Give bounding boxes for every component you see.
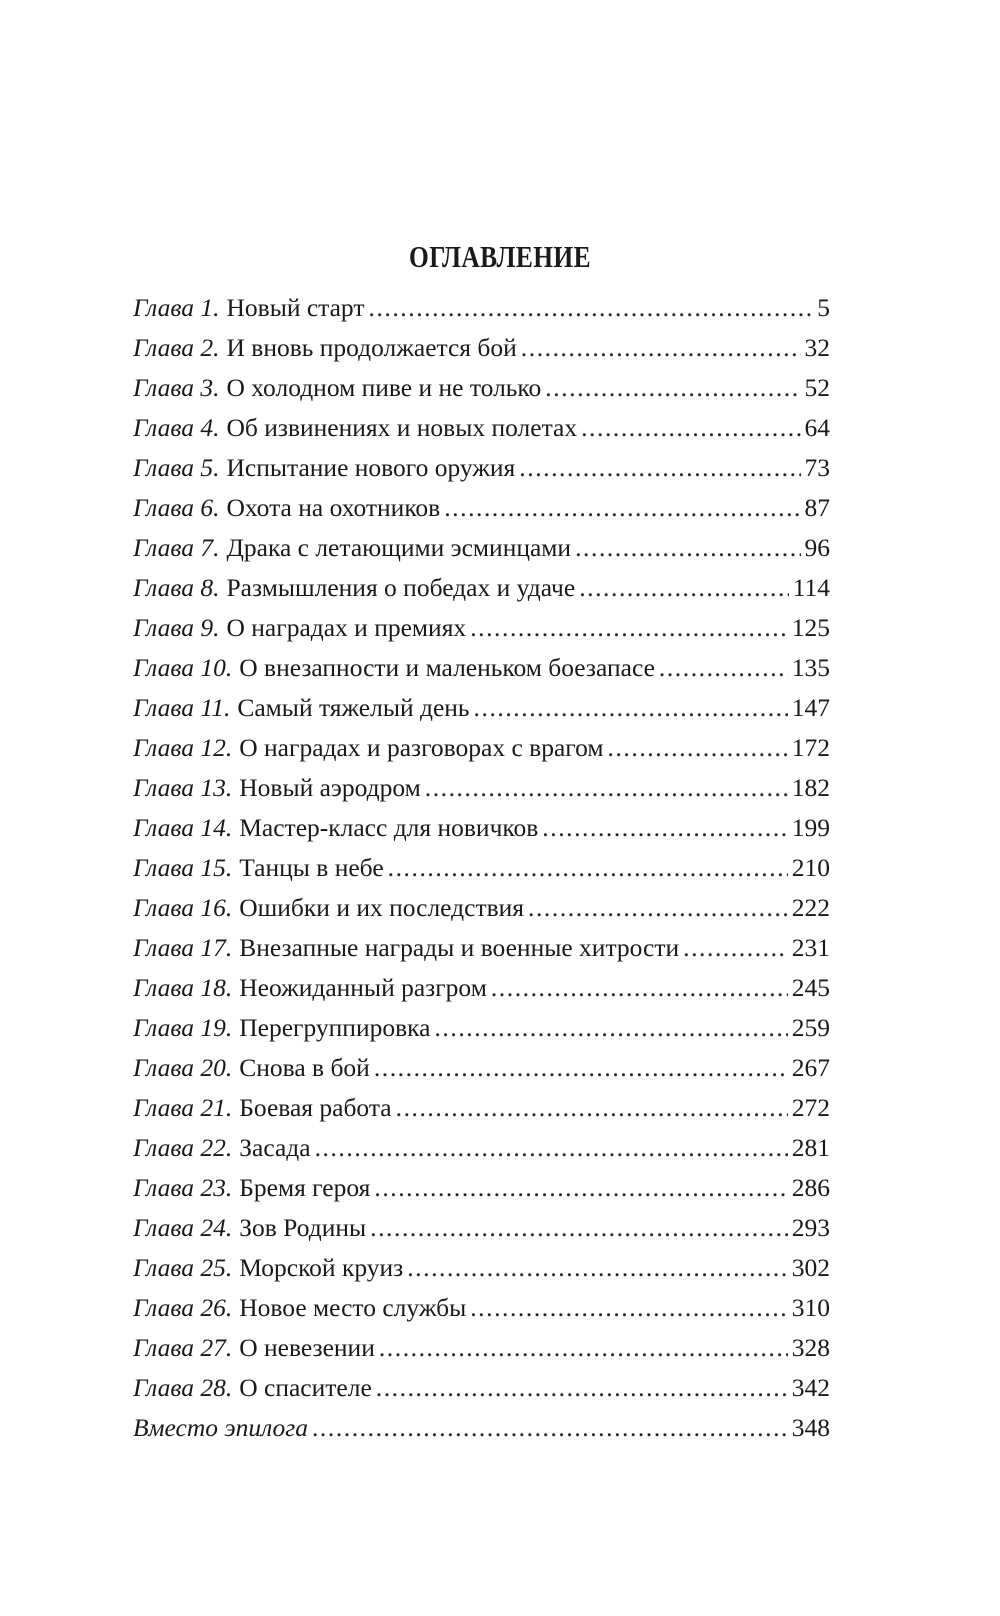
chapter-title: Самый тяжелый день [237,693,470,722]
chapter-title: О внезапности и маленьком боезапасе [239,653,655,682]
toc-entry [133,768,830,808]
chapter-number: Глава 16. [133,893,233,922]
dot-leader [659,648,788,688]
chapter-number: Глава 7. [133,533,220,562]
toc-entry-label [133,968,487,1008]
page-number: 222 [791,893,830,922]
toc-entry [133,528,830,568]
chapter-number: Глава 11. [133,693,231,722]
chapter-number: Глава 9. [133,613,220,642]
toc-entry-label [133,768,421,808]
toc-entry [133,488,830,528]
toc-entry-label [133,1088,392,1128]
dot-leader [444,488,800,528]
dot-leader [388,848,788,888]
chapter-number: Глава 15. [133,853,233,882]
toc-entry [133,448,830,488]
dot-leader [374,1048,788,1088]
page-number: 87 [804,493,830,522]
chapter-number: Глава 1. [133,293,220,322]
chapter-number: Глава 27. [133,1333,233,1362]
chapter-number: Глава 19. [133,1013,233,1042]
chapter-number: Глава 25. [133,1253,233,1282]
page-number: 267 [791,1053,830,1082]
chapter-title: Новый аэродром [239,773,421,802]
dot-leader [581,408,800,448]
chapter-title: Засада [239,1133,311,1162]
toc-entry [133,1408,830,1448]
dot-leader [528,888,788,928]
toc-entry [133,1248,830,1288]
page-number: 5 [817,293,830,322]
page-number: 272 [791,1093,830,1122]
chapter-title: Перегруппировка [239,1013,431,1042]
chapter-title: Об извинениях и новых полетах [226,413,578,442]
dot-leader [425,768,788,808]
chapter-number: Глава 18. [133,973,233,1002]
dot-leader [379,1328,788,1368]
chapter-number: Глава 17. [133,933,233,962]
chapter-title: О холодном пиве и не только [226,373,542,402]
toc-entry-label [133,888,524,928]
table-of-contents [133,288,830,1448]
toc-entry-label [133,288,365,328]
toc-entry [133,728,830,768]
page-number: 172 [791,733,830,762]
page-number: 245 [791,973,830,1002]
dot-leader [434,1008,787,1048]
chapter-number: Глава 22. [133,1133,233,1162]
chapter-number: Глава 8. [133,573,220,602]
chapter-title: Мастер-класс для новичков [239,813,539,842]
toc-entry [133,1168,830,1208]
chapter-number: Глава 4. [133,413,220,442]
toc-entry [133,568,830,608]
toc-entry-label [133,1248,403,1288]
toc-entry-label [133,528,571,568]
chapter-number: Вместо эпилога [133,1413,308,1442]
chapter-title: О наградах и премиях [226,613,467,642]
chapter-title: Новое место службы [239,1293,467,1322]
toc-entry-label [133,1008,430,1048]
dot-leader [683,928,788,968]
page-number: 231 [791,933,830,962]
page-number: 281 [791,1133,830,1162]
toc-entry-label [133,648,655,688]
toc-entry [133,288,830,328]
page-number: 199 [791,813,830,842]
chapter-number: Глава 21. [133,1093,233,1122]
toc-entry [133,1368,830,1408]
page-number: 302 [791,1253,830,1282]
chapter-number: Глава 14. [133,813,233,842]
dot-leader [470,608,788,648]
chapter-title: Новый старт [226,293,365,322]
dot-leader [315,1128,788,1168]
toc-entry-label [133,1368,372,1408]
chapter-title: О невезении [239,1333,375,1362]
toc-entry-label [133,1328,375,1368]
toc-entry-label [133,328,517,368]
chapter-title: Зов Родины [239,1213,367,1242]
toc-entry [133,688,830,728]
toc-entry-label [133,608,466,648]
page-number: 147 [791,693,830,722]
toc-entry [133,408,830,448]
page-number: 259 [791,1013,830,1042]
toc-entry-label [133,688,470,728]
toc-entry [133,968,830,1008]
page-number: 135 [791,653,830,682]
toc-entry [133,368,830,408]
chapter-title: Внезапные награды и военные хитрости [239,933,680,962]
dot-leader [374,1168,787,1208]
dot-leader [519,448,800,488]
chapter-title: Морской круиз [239,1253,404,1282]
toc-entry [133,328,830,368]
chapter-title: Размышления о победах и удаче [226,573,576,602]
page-number: 293 [791,1213,830,1242]
toc-entry-label [133,808,538,848]
page-number: 342 [791,1373,830,1402]
chapter-title: Испытание нового оружия [226,453,516,482]
toc-entry [133,1208,830,1248]
chapter-title: Драка с летающими эсминцами [226,533,572,562]
toc-entry-label [133,728,604,768]
page-number: 73 [804,453,830,482]
toc-entry [133,1288,830,1328]
toc-entry-label [133,1408,308,1448]
chapter-title: Охота на охотников [226,493,441,522]
chapter-number: Глава 24. [133,1213,233,1242]
dot-leader [312,1408,788,1448]
page-number: 210 [791,853,830,882]
dot-leader [545,368,800,408]
chapter-title: О спасителе [239,1373,372,1402]
chapter-number: Глава 26. [133,1293,233,1322]
page-number: 310 [791,1293,830,1322]
dot-leader [575,528,800,568]
chapter-number: Глава 23. [133,1173,233,1202]
toc-entry [133,848,830,888]
dot-leader [542,808,787,848]
toc-entry [133,1048,830,1088]
chapter-title: Ошибки и их последствия [239,893,525,922]
page-number: 52 [804,373,830,402]
dot-leader [474,688,788,728]
chapter-number: Глава 6. [133,493,220,522]
page-number: 114 [792,573,830,602]
chapter-title: Танцы в небе [239,853,384,882]
chapter-number: Глава 13. [133,773,233,802]
toc-entry-label [133,488,440,528]
page-number: 348 [791,1413,830,1442]
toc-entry-label [133,1208,366,1248]
dot-leader [376,1368,788,1408]
dot-leader [470,1288,788,1328]
chapter-number: Глава 28. [133,1373,233,1402]
dot-leader [608,728,788,768]
toc-entry-label [133,368,541,408]
chapter-number: Глава 12. [133,733,233,762]
chapter-title: Снова в бой [239,1053,370,1082]
chapter-number: Глава 10. [133,653,233,682]
page-number: 286 [791,1173,830,1202]
toc-entry-label [133,568,575,608]
page-number: 182 [791,773,830,802]
toc-entry-label [133,448,515,488]
chapter-number: Глава 2. [133,333,220,362]
chapter-number: Глава 5. [133,453,220,482]
dot-leader [491,968,788,1008]
toc-entry [133,1128,830,1168]
toc-entry [133,1328,830,1368]
page-number: 328 [791,1333,830,1362]
chapter-title: О наградах и разговорах с врагом [239,733,604,762]
dot-leader [521,328,801,368]
toc-entry-label [133,848,384,888]
dot-leader [396,1088,788,1128]
toc-entry-label [133,1128,311,1168]
page-number: 32 [804,333,830,362]
toc-entry [133,1088,830,1128]
toc-entry-label [133,1048,370,1088]
chapter-title: И вновь продолжается бой [226,333,517,362]
toc-entry [133,888,830,928]
page-title: ОГЛАВЛЕНИЕ [409,238,591,274]
page-number: 96 [804,533,830,562]
toc-entry [133,1008,830,1048]
toc-entry-label [133,1288,466,1328]
chapter-title: Бремя героя [239,1173,371,1202]
dot-leader [579,568,789,608]
toc-entry-label [133,1168,370,1208]
dot-leader [369,288,814,328]
page-number: 64 [804,413,830,442]
chapter-title: Неожиданный разгром [239,973,487,1002]
toc-entry-label [133,928,679,968]
dot-leader [370,1208,788,1248]
toc-entry [133,648,830,688]
chapter-number: Глава 3. [133,373,220,402]
chapter-number: Глава 20. [133,1053,233,1082]
toc-entry-label [133,408,577,448]
page-number: 125 [791,613,830,642]
toc-entry [133,808,830,848]
toc-entry [133,608,830,648]
chapter-title: Боевая работа [239,1093,392,1122]
toc-entry [133,928,830,968]
dot-leader [407,1248,788,1288]
